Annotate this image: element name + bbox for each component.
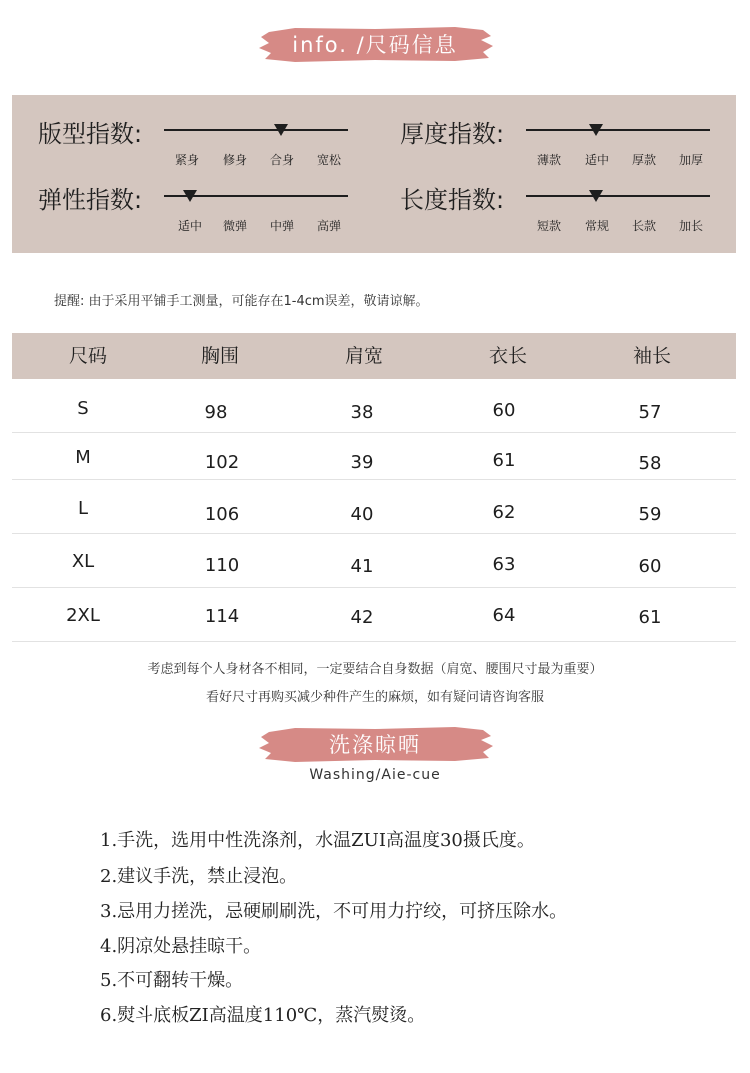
cell-chest: 98 <box>204 402 228 423</box>
cell-length: 64 <box>492 605 516 626</box>
size-info-banner <box>255 24 495 64</box>
length-option: 长款 <box>631 219 656 233</box>
care-instruction: 3.忌用力搓洗，忌硬刷刷洗，不可用力拧绞，可挤压除水。 <box>100 901 568 922</box>
fit-option: 宽松 <box>316 153 341 167</box>
size-info-banner-text: info. /尺码信息 <box>292 33 458 57</box>
elasticity-option: 适中 <box>177 219 202 233</box>
fit-index-marker <box>274 124 288 136</box>
fit-option: 合身 <box>269 153 294 167</box>
thickness-option: 薄款 <box>536 153 561 167</box>
washing-subtitle: Washing/Aie-cue <box>309 767 441 783</box>
header-shoulder: 肩宽 <box>344 345 383 367</box>
care-instruction: 1.手洗，选用中性洗涤剂，水温ZUI高温度30摄氏度。 <box>100 830 535 851</box>
table-row <box>12 433 736 480</box>
length-option: 短款 <box>536 219 561 233</box>
cell-size: M <box>75 447 91 468</box>
cell-shoulder: 38 <box>350 402 374 423</box>
length-index-marker <box>589 190 603 202</box>
table-row <box>12 588 736 642</box>
size-remark-line-2: 看好尺寸再购买减少种件产生的麻烦，如有疑问请咨询客服 <box>205 690 544 705</box>
cell-sleeve: 59 <box>638 504 662 525</box>
fit-option: 紧身 <box>174 153 199 167</box>
length-index-label: 长度指数: <box>400 186 505 214</box>
cell-sleeve: 58 <box>638 453 662 474</box>
measurement-note: 提醒: 由于采用平铺手工测量，可能存在1-4cm误差，敬请谅解。 <box>54 294 429 309</box>
header-size: 尺码 <box>68 345 107 367</box>
table-row <box>12 379 736 433</box>
care-instruction: 2.建议手洗，禁止浸泡。 <box>100 866 298 887</box>
cell-chest: 102 <box>204 452 240 473</box>
care-instruction: 6.熨斗底板ZI高温度110℃，蒸汽熨烫。 <box>100 1005 426 1026</box>
cell-shoulder: 42 <box>350 607 374 628</box>
cell-shoulder: 39 <box>350 452 374 473</box>
cell-shoulder: 40 <box>350 504 374 525</box>
washing-banner-text: 洗涤晾晒 <box>329 733 421 757</box>
elasticity-index-marker <box>183 190 197 202</box>
thickness-option: 适中 <box>584 153 609 167</box>
cell-length: 61 <box>492 450 516 471</box>
cell-shoulder: 41 <box>350 556 374 577</box>
cell-size: XL <box>71 551 95 572</box>
thickness-index-marker <box>589 124 603 136</box>
thickness-index-scale <box>526 129 710 131</box>
elasticity-option: 中弹 <box>269 219 294 233</box>
elasticity-index-label: 弹性指数: <box>38 186 143 214</box>
care-instruction: 4.阴凉处悬挂晾干。 <box>100 936 262 957</box>
care-instruction: 5.不可翻转干燥。 <box>100 970 244 991</box>
cell-chest: 110 <box>204 555 240 576</box>
washing-banner <box>255 724 495 764</box>
cell-size: 2XL <box>66 605 100 626</box>
fit-option: 修身 <box>222 153 247 167</box>
header-sleeve: 袖长 <box>632 345 671 367</box>
header-length: 衣长 <box>488 345 527 367</box>
length-option: 加长 <box>678 219 703 233</box>
cell-length: 63 <box>492 554 516 575</box>
length-index-scale <box>526 195 710 197</box>
thickness-index-label: 厚度指数: <box>400 120 505 148</box>
length-option: 常规 <box>584 219 609 233</box>
cell-sleeve: 60 <box>638 556 662 577</box>
cell-length: 60 <box>492 400 516 421</box>
cell-chest: 114 <box>204 606 240 627</box>
cell-size: L <box>77 498 89 519</box>
fit-index-label: 版型指数: <box>38 120 143 148</box>
cell-chest: 106 <box>204 504 240 525</box>
cell-sleeve: 61 <box>638 607 662 628</box>
fit-index-panel <box>12 95 736 253</box>
header-chest: 胸围 <box>200 345 239 367</box>
table-row <box>12 534 736 588</box>
thickness-option: 厚款 <box>631 153 656 167</box>
thickness-option: 加厚 <box>678 153 703 167</box>
cell-sleeve: 57 <box>638 402 662 423</box>
elasticity-option: 高弹 <box>316 219 341 233</box>
size-remark-line-1: 考虑到每个人身材各不相同，一定要结合自身数据（肩宽、腰围尺寸最为重要） <box>147 662 603 677</box>
cell-size: S <box>77 398 89 419</box>
cell-length: 62 <box>492 502 516 523</box>
elasticity-option: 微弹 <box>222 219 247 233</box>
table-row <box>12 480 736 534</box>
fit-index-scale <box>164 129 348 131</box>
size-table-header <box>12 333 736 379</box>
